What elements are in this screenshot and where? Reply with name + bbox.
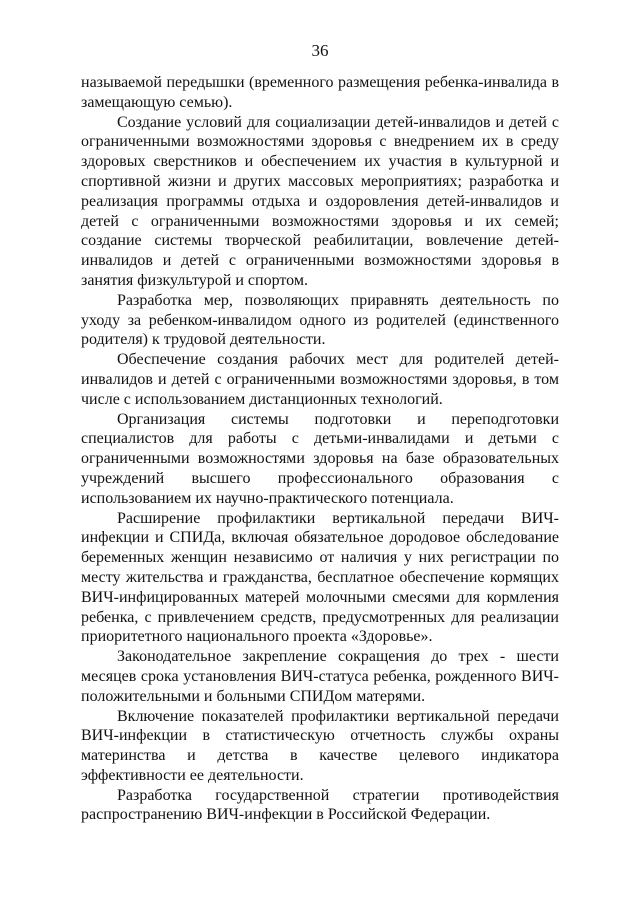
- paragraph-statistics-indicators: Включение показателей профилактики вертикальной передачи ВИЧ-инфекции в статистическую отчетность службы охраны материнства и детства в качестве целевого индикатора эффективности ее деятельности.: [81, 707, 559, 784]
- paragraph-continuation: называемой передышки (временного размещения ребенка-инвалида в замещающую семью).: [81, 74, 559, 111]
- document-body: [81, 73, 559, 825]
- paragraph-state-strategy: Разработка государственной стратегии противодействия распространению ВИЧ-инфекции в Российской Федерации.: [81, 786, 559, 824]
- paragraph-hiv-status-deadline: Законодательное закрепление сокращения до трех - шести месяцев срока установления ВИЧ-статуса ребенка, рожденного ВИЧ-положительными и больными СПИДом матерями.: [81, 648, 559, 705]
- paragraph-workplaces: Обеспечение создания рабочих мест для родителей детей-инвалидов и детей с ограниченными возможностями здоровья, в том числе с использованием дистанционных технологий.: [81, 351, 559, 408]
- page-number: 36: [311, 41, 329, 60]
- paragraph-hiv-prevention: Расширение профилактики вертикальной передачи ВИЧ-инфекции и СПИДа, включая обязательное дородовое обследование беременных женщин независимо от наличия у них регистрации по месту жительства и гражданства, бесплатное обеспечение кормящих ВИЧ-инфицированных матерей молочными смесями для кормления ребенка, с привлечением средств, предусмотренных для реализации приоритетного национального проекта «Здоровье».: [81, 509, 559, 646]
- paragraph-specialist-training: Организация системы подготовки и переподготовки специалистов для работы с детьми-инвалидами и детьми с ограниченными возможностями здоровья на базе образовательных учреждений высшего профессионального образования с использованием их научно-практического потенциала.: [81, 410, 559, 507]
- paragraph-socialization: Создание условий для социализации детей-инвалидов и детей с ограниченными возможностями здоровья с внедрением их в среду здоровых сверстников и обеспечением их участия в культурной и спортивной жизни и других массовых мероприятиях; разработка и реализация программы отдыха и оздоровления детей-инвалидов и детей с ограниченными возможностями здоровья и их семей; создание системы творческой реабилитации, вовлечение детей-инвалидов и детей с ограниченными возможностями здоровья в занятия физкультурой и спортом.: [81, 113, 559, 289]
- paragraph-care-equivalence: Разработка мер, позволяющих приравнять деятельность по уходу за ребенком-инвалидом одного из родителей (единственного родителя) к трудовой деятельности.: [81, 291, 559, 349]
